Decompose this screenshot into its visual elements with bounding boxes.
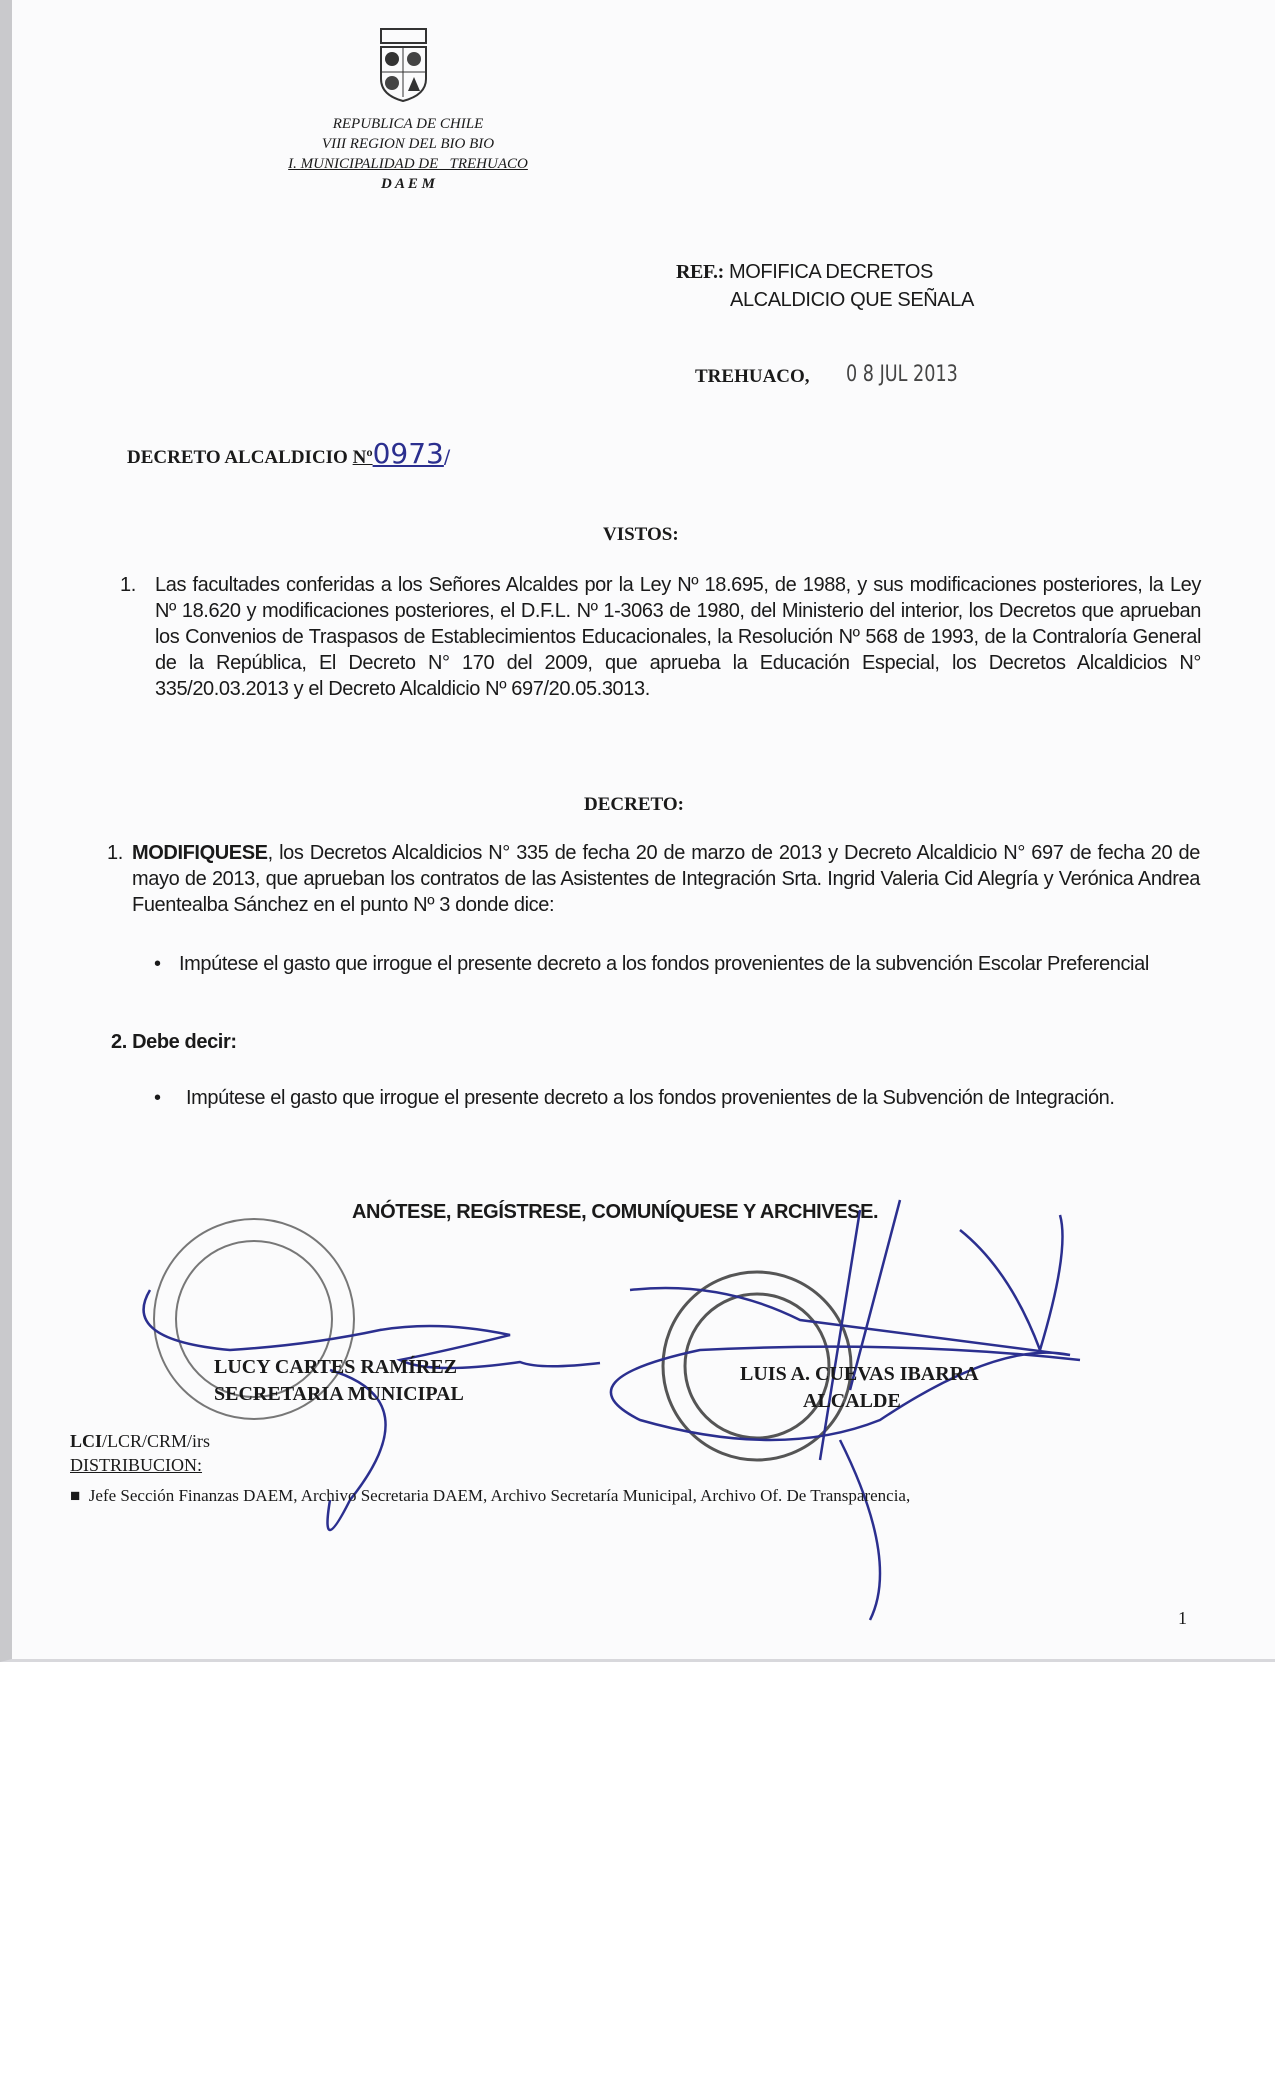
decree-number: 0973: [372, 437, 444, 470]
decree-label: DECRETO ALCALDICIO: [127, 447, 348, 468]
square-bullet-icon: ■: [70, 1486, 81, 1505]
initials-bold: LCI: [70, 1431, 103, 1451]
coat-of-arms-logo: [376, 27, 431, 103]
distribution-text: Jefe Sección Finanzas DAEM, Archivo Secretaria DAEM, Archivo Secretaría Municipal, Archivo Of. De Transparencia,: [88, 1486, 911, 1505]
page-number: 1: [1178, 1608, 1187, 1628]
bullet1-text: Impútese el gasto que irrogue el presente decreto a los fondos provenientes de la subvención Escolar Preferencial: [179, 953, 1149, 975]
vistos-text: Las facultades conferidas a los Señores Alcaldes por la Ley Nº 18.695, de 1988, y sus modificaciones posteriores, la Ley Nº 18.620 y modificaciones posteriores, el D.F.L. Nº 1-3063 de 1980, del Ministerio del interior, los Decretos que aprueban los Convenios de Traspasos de Establecimientos Educacionales, la Resolución Nº 568 de 1993, de la Contraloría General de la República, El Decreto N° 170 del 2009, que aprueba la Educación Especial, los Decretos Alcaldicios N° 335/20.03.2013 y el Decreto Alcaldicio Nº 697/20.05.3013.: [155, 574, 1201, 700]
secretary-title: SECRETARIA MUNICIPAL: [214, 1383, 464, 1405]
item1-text: , los Decretos Alcaldicios N° 335 de fecha 20 de marzo de 2013 y Decreto Alcaldicio N° 697 de fecha 20 de mayo de 2013, que aprueban los contratos de las Asistentes de Integración Srta. Ingrid Valeria Cid Alegría y Verónica Andrea Fuentealba Sánchez en el punto Nº 3 donde dice:: [132, 842, 1200, 916]
vistos-num: 1.: [120, 574, 136, 596]
initials-rest: /LCR/CRM/irs: [102, 1431, 211, 1451]
decreto-title: DECRETO:: [584, 794, 684, 815]
place: TREHUACO,: [695, 366, 810, 387]
mayor-title: ALCALDE: [803, 1390, 901, 1412]
date-stamp: 0 8 JUL 2013: [846, 362, 958, 387]
decree-suffix: /: [443, 446, 451, 468]
item1: [132, 840, 1200, 918]
item1-num: 1.: [107, 842, 123, 864]
initials: [70, 1431, 210, 1452]
ref-text1: MOFIFICA DECRETOS: [729, 261, 933, 283]
bullet2-text: Impútese el gasto que irrogue el presente decreto a los fondos provenientes de la Subvención de Integración.: [186, 1087, 1115, 1109]
mayor-name: LUIS A. CUEVAS IBARRA: [740, 1363, 979, 1385]
distribution-label: DISTRIBUCION:: [70, 1455, 203, 1475]
ref-line1: [676, 259, 933, 285]
bullet1-icon: •: [154, 953, 161, 975]
decree-heading: [127, 437, 450, 470]
item2: [111, 1029, 237, 1055]
item2-lead: Debe decir:: [132, 1031, 237, 1053]
header-country: REPUBLICA DE CHILE: [332, 116, 484, 132]
distribution-line: [70, 1486, 910, 1506]
header-municipality: I. MUNICIPALIDAD DE TREHUACO: [288, 156, 528, 172]
decree-num-label: Nº: [352, 447, 373, 468]
ref-label: REF.:: [676, 261, 724, 283]
bullet2-icon: •: [154, 1087, 161, 1109]
secretary-name: LUCY CARTES RAMÍREZ: [214, 1356, 458, 1378]
vistos-title: VISTOS:: [603, 524, 679, 545]
header-region: VIII REGION DEL BIO BIO: [321, 136, 495, 152]
item2-num: 2.: [111, 1031, 127, 1053]
closing-formula: ANÓTESE, REGÍSTRESE, COMUNÍQUESE Y ARCHIVESE.: [352, 1201, 879, 1223]
item1-lead: MODIFIQUESE: [132, 842, 268, 864]
ref-line2: ALCALDICIO QUE SEÑALA: [730, 289, 974, 311]
header-department: D A E M: [380, 176, 436, 192]
